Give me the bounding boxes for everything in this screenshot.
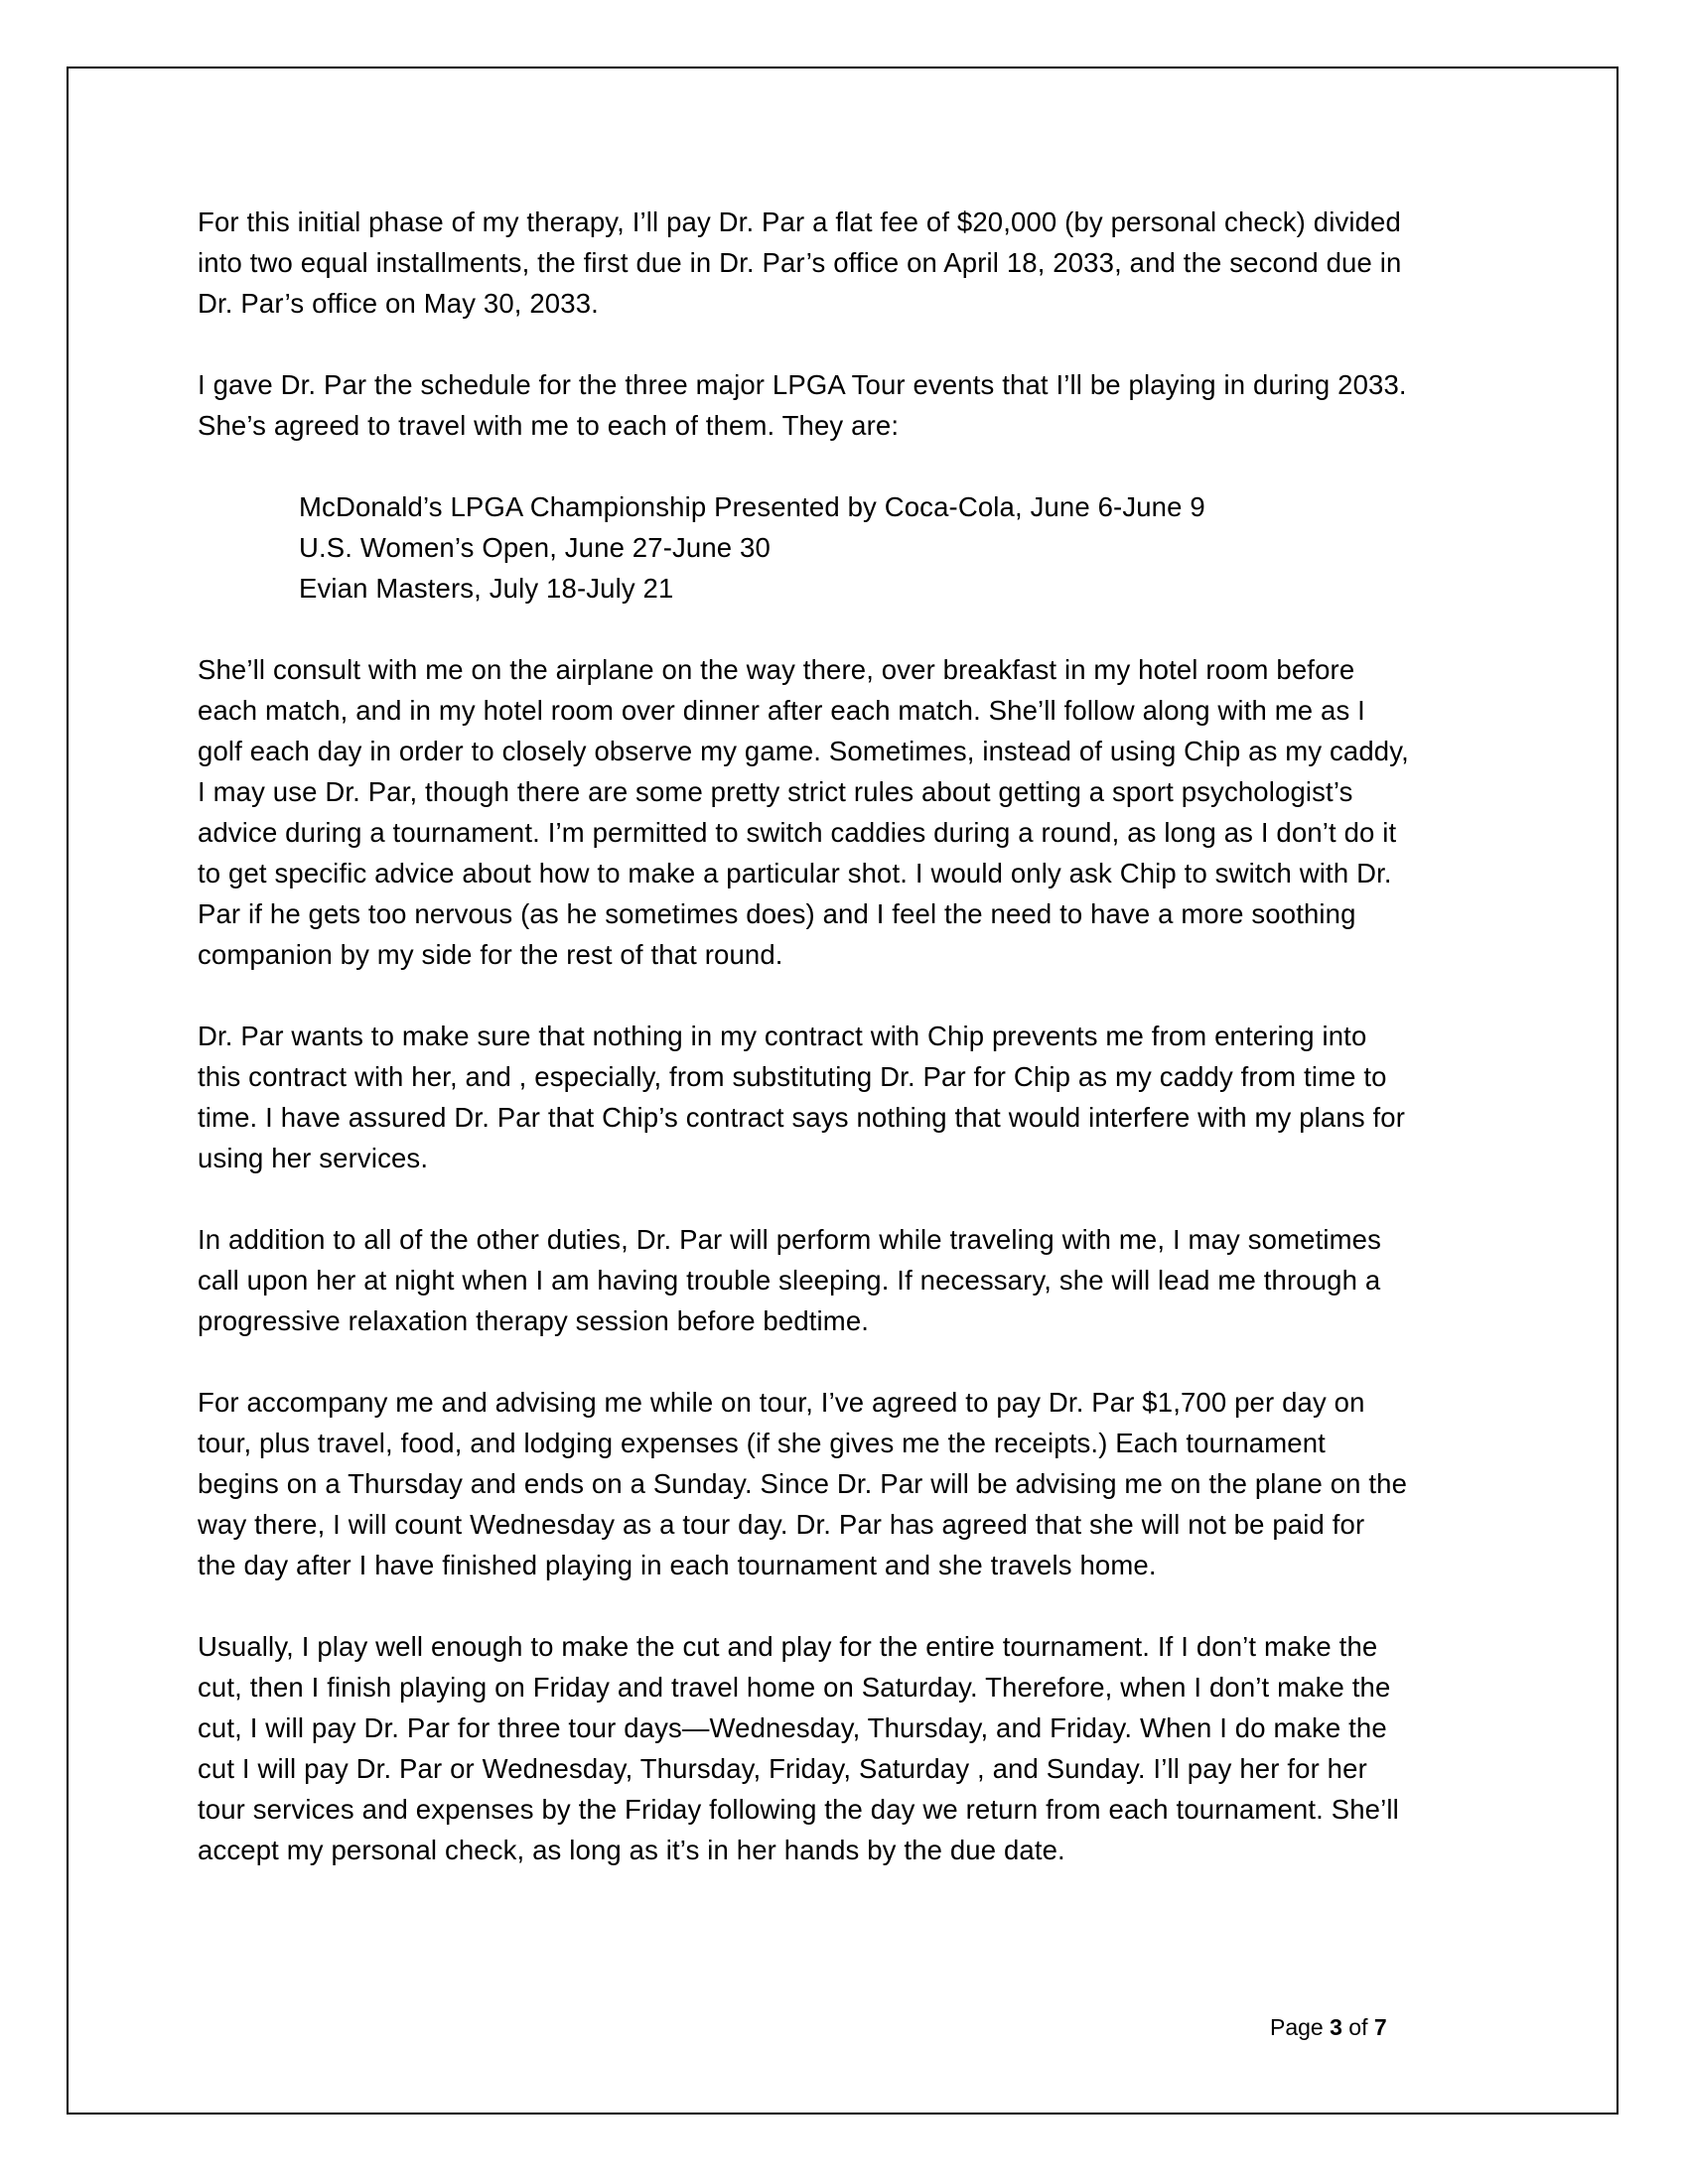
paragraph-duties: In addition to all of the other duties, Dr. Par will perform while traveling with me, I may sometimes call upon her at night when I am having trouble sleeping. If necessary, she will lead me through a progressive relaxation therapy session before bedtime. xyxy=(198,1224,1382,1336)
event-item: U.S. Women’s Open, June 27-June 30 xyxy=(299,532,771,563)
event-item: McDonald’s LPGA Championship Presented by Coca-Cola, June 6-June 9 xyxy=(299,491,1205,522)
paragraph-contract: Dr. Par wants to make sure that nothing in my contract with Chip prevents me from entering into this contract with her, and , especially, from substituting Dr. Par for Chip as my caddy from time to time. I have assured Dr. Par that Chip’s contract says nothing that would interfere with my plans for using her services. xyxy=(198,1021,1406,1173)
paragraph-cut: Usually, I play well enough to make the cut and play for the entire tournament. If I don’t make the cut, then I finish playing on Friday and travel home on Saturday. Therefore, when I don’t make the cut, I will pay Dr. Par for three tour days—Wednesday, Thursday, and Friday. When I do make the cut I will pay Dr. Par or Wednesday, Thursday, Friday, Saturday , and Sunday. I’ll pay her for her tour services and expenses by the Friday following the day we return from each tournament. She’ll accept my personal check, as long as it’s in her hands by the due date. xyxy=(198,1631,1399,1865)
paragraph-consultation: She’ll consult with me on the airplane on the way there, over breakfast in my hotel room before each match, and in my hotel room over dinner after each match. She’ll follow along with me as I golf each day in order to closely observe my game. Sometimes, instead of using Chip as my caddy, I may use Dr. Par, though there are some pretty strict rules about getting a sport psychologist’s advice during a tournament. I’m permitted to switch caddies during a round, as long as I don’t do it to get specific advice about how to make a particular shot. I would only ask Chip to switch with Dr. Par if he gets too nervous (as he sometimes does) and I feel the need to have a more soothing companion by my side for the rest of that round. xyxy=(198,654,1409,970)
event-list xyxy=(299,486,1409,609)
page-number xyxy=(1270,2012,1387,2042)
of-label: of xyxy=(1348,2014,1368,2040)
current-page: 3 xyxy=(1330,2014,1342,2040)
total-pages: 7 xyxy=(1373,2014,1387,2040)
page-label: Page xyxy=(1270,2014,1324,2040)
document-body xyxy=(198,202,1409,1911)
paragraph-fee: For this initial phase of my therapy, I’ll pay Dr. Par a flat fee of $20,000 (by personal check) divided into two equal installments, the first due in Dr. Par’s office on April 18, 2033, and the second due in Dr. Par’s office on May 30, 2033. xyxy=(198,206,1402,319)
event-item: Evian Masters, July 18-July 21 xyxy=(299,573,674,604)
paragraph-schedule: I gave Dr. Par the schedule for the three major LPGA Tour events that I’ll be playing in during 2033. She’s agreed to travel with me to each of them. They are: xyxy=(198,369,1407,441)
paragraph-payment: For accompany me and advising me while on tour, I’ve agreed to pay Dr. Par $1,700 per day on tour, plus travel, food, and lodging expenses (if she gives me the receipts.) Each tournament begins on a Thursday and ends on a Sunday. Since Dr. Par will be advising me on the plane on the way there, I will count Wednesday as a tour day. Dr. Par has agreed that she will not be paid for the day after I have finished playing in each tournament and she travels home. xyxy=(198,1387,1408,1580)
